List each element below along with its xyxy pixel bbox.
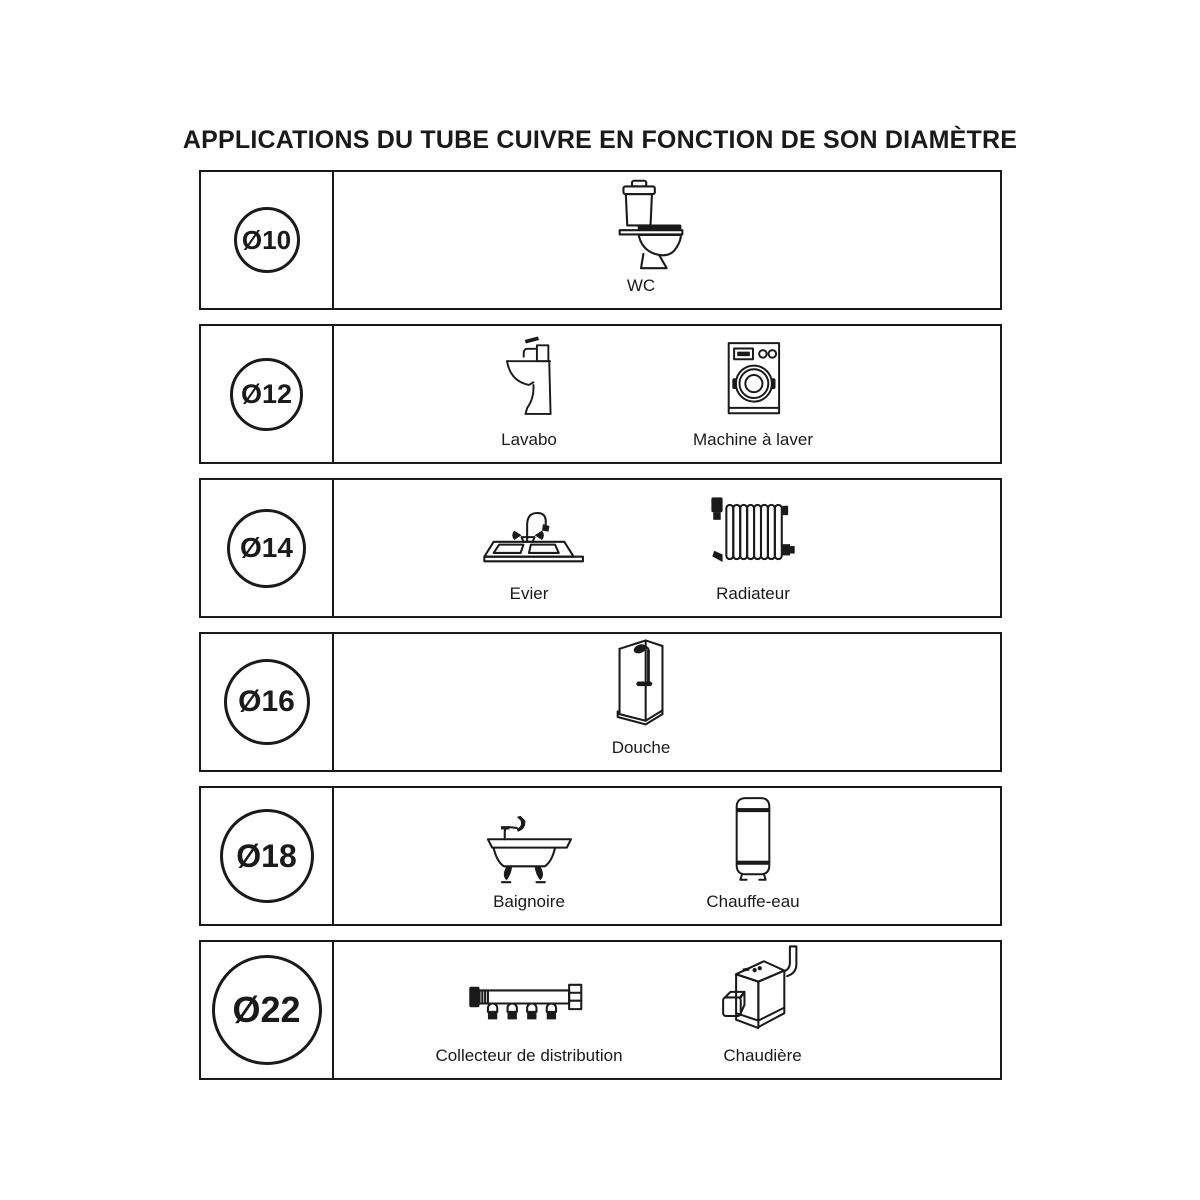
application-item — [445, 329, 613, 450]
application-item — [669, 335, 837, 450]
application-item — [679, 939, 847, 1066]
application-label: Collecteur de distribution — [435, 1046, 623, 1065]
washing-machine-icon — [708, 335, 798, 425]
diameter-label: Ø18 — [236, 837, 297, 874]
diameter-label: Ø10 — [241, 224, 292, 255]
application-label: Chaudière — [723, 1046, 802, 1065]
diameter-cell — [201, 942, 334, 1078]
applications-cell — [334, 942, 1000, 1078]
diameter-badge — [212, 955, 322, 1065]
diameter-badge — [220, 809, 314, 903]
diameter-cell — [201, 480, 334, 616]
applications-cell — [334, 172, 1000, 308]
diameter-label: Ø14 — [240, 532, 293, 563]
diameter-row — [199, 940, 1002, 1080]
application-item — [435, 966, 622, 1066]
diameter-label: Ø16 — [238, 685, 295, 718]
application-label: WC — [626, 276, 656, 295]
diameter-row — [199, 324, 1002, 464]
application-label: Douche — [611, 738, 671, 757]
application-label: Baignoire — [493, 892, 565, 911]
water-heater-icon — [712, 789, 794, 887]
diameter-label: Ø12 — [240, 378, 293, 409]
application-item — [445, 486, 613, 604]
application-label: Chauffe-eau — [706, 892, 800, 911]
diameter-row — [199, 170, 1002, 310]
diameter-badge — [227, 509, 306, 588]
diameter-cell — [201, 788, 334, 924]
application-label: Evier — [509, 584, 549, 603]
boiler-icon — [712, 939, 814, 1041]
application-label: Machine à laver — [692, 430, 813, 449]
diameter-label: Ø22 — [232, 989, 301, 1030]
diameter-row — [199, 786, 1002, 926]
diameter-badge — [230, 358, 303, 431]
shower-icon — [599, 630, 683, 733]
diameter-table — [199, 170, 1002, 1080]
diameter-cell — [201, 172, 334, 308]
applications-cell — [334, 634, 1000, 770]
diameter-row — [199, 632, 1002, 772]
application-item — [557, 176, 725, 296]
bathtub-icon — [473, 798, 585, 887]
page-title: APPLICATIONS DU TUBE CUIVRE EN FONCTION DE SON DIAMÈTRE — [182, 126, 1018, 154]
applications-cell — [334, 788, 1000, 924]
diameter-cell — [201, 634, 334, 770]
diameter-cell — [201, 326, 334, 462]
diameter-badge — [224, 659, 310, 745]
applications-cell — [334, 326, 1000, 462]
applications-cell — [334, 480, 1000, 616]
application-item — [669, 485, 837, 604]
diameter-badge — [234, 207, 300, 273]
diameter-row — [199, 478, 1002, 618]
kitchen-sink-icon — [473, 486, 585, 579]
washbasin-icon — [485, 329, 573, 425]
application-label: Lavabo — [501, 430, 557, 449]
application-item — [445, 798, 613, 912]
application-label: Radiateur — [716, 584, 790, 603]
application-item — [557, 630, 725, 758]
manifold-icon — [459, 966, 599, 1041]
radiator-icon — [702, 485, 805, 579]
application-item — [669, 789, 837, 912]
toilet-icon — [594, 176, 689, 271]
